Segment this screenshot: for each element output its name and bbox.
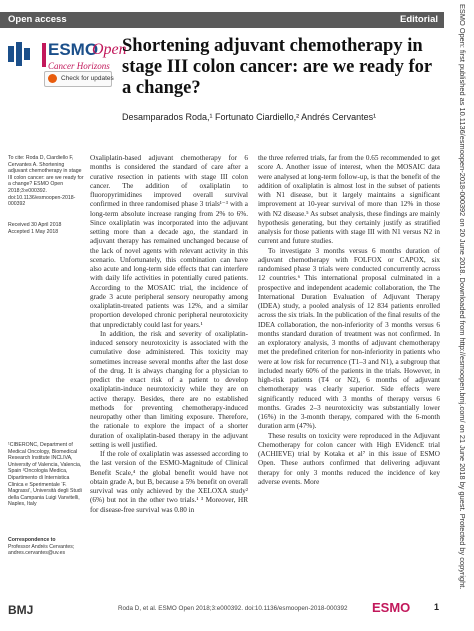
affiliations-block: ¹CIBERONC, Department of Medical Oncology, Biomedical Research Institute INCLIVA, University of Valencia, Valencia, Spain ²Oncologia Medica, Dipartimento di Internistica Clinica e Sperimentale ‘F. Magrassi’, Università degli Studi della Campania Luigi Vanvitelli, Naples, Italy <box>8 442 82 508</box>
vertical-download-note <box>449 0 471 631</box>
article-type-label: Editorial <box>399 14 438 25</box>
logo-subtitle: Cancer Horizons <box>48 61 110 71</box>
paragraph: To investigate 3 months versus 6 months duration of adjuvant chemotherapy with FOLFOX or CAPOX, six randomised phase 3 trials were conducted concurrently across 12 countries.⁶ This international proposal culminated in a prospective and independent academic collaboration, the The International Duration Evaluation of Adjuvant Therapy (IDEA) study, a pooled analysis of 12 834 patients enrolled across the six trials. In the publication of the final results of the IDEA collaboration, the non-inferiority of 3 months versus 6 months standard duration of treatment was not confirmed. In an exploratory analysis, 3 months of adjuvant chemotherapy met the predefined criterion for non-inferiority in patients who were at low risk for recurrence (T1–3 and N1), a subgroup that included nearly 60% of the patients in the trials. However, in high-risk patients (T4 or N2), 6 months of adjuvant chemotherapy was clearly superior. Side effects were significantly reduced with 3 months of therapy versus 6 months. Grades 2–3 neurotoxicity was substantially lower (16%) in the 3-month therapy, compared with the 6-month duration arm (47%). <box>258 246 440 431</box>
body-column-left <box>90 154 248 515</box>
dates-block <box>8 222 84 235</box>
article-title: Shortening adjuvant chemotherapy in stage III colon cancer: are we ready for a change? <box>122 36 432 98</box>
correspondence-heading: Correspondence to <box>8 537 56 543</box>
author-list: Desamparados Roda,¹ Fortunato Ciardiello,² Andrés Cervantes¹ <box>122 112 377 122</box>
body-column-right <box>258 154 440 487</box>
page-number: 1 <box>434 602 440 612</box>
correspondence-text: Professor Andrés Cervantes; andres.cervantes@uv.es <box>8 543 75 557</box>
received-date: Received 30 April 2018 <box>8 222 62 228</box>
paragraph: Oxaliplatin-based adjuvant chemotherapy for 6 months is considered the standard of care after a curative resection in patients with stage III colon cancer. The addition of oxaliplatin to fluoropyrimidines improved overall survival confirmed in three randomised phase 3 trials¹⁻³ with a long-term absolute increase ranging from 2% to 6%. Since oxaliplatin was incorporated into the adjuvant setting more than a decade ago, the standard in adjuvant therapy has remained unchanged because of the lack of novel agents with relevant activity in this scenario. Unfortunately, this combination can have also acute and long-term side effects that can interfere with daily life activities in potentially cured patients. According to the MOSAIC trial, the incidence of grade 3 acute peripheral sensory neuropathy among oxaliplatin-treated patients was 12%, and a similar proportion developed chronic peripheral neurotoxicity that unpredictably could last for years.¹ <box>90 154 248 329</box>
esmo-logo-icon <box>8 42 38 66</box>
paragraph: the three referred trials, far from the 0.65 recommended to get score A. Another issue of interest, when the MOSAIC data were analysed at long-term follow-up, is that the benefit of the addition of oxaliplatin is almost lost in the subset of patients with N1 disease, but it largely maintains a significant improvement at 10-year survival of more than 12% in those with N2 disease.⁵ As subset analysis, these findings are mainly hypothesis generating, but they certainly justify as stratified analysis for those patients with stage III with N1 versus N2 in current and future studies. <box>258 154 440 246</box>
paragraph: In addition, the risk and severity of oxaliplatin-induced sensory neurotoxicity is associated with the cumulative dose administered. This toxicity may sometimes increase several months after the last dose of the drug. It is always changing for a physician to predict the exact risk of a patient to develop oxaliplatin-induce neurotoxicity while they are on active therapy. Besides, there are no established methods for preventing chemotherapy-induced neuropathy other than limiting exposure. Therefore, the rationale to explore the impact of a shorter duration of oxaliplatin-based therapy in the adjuvant setting is well justified. <box>90 329 248 449</box>
check-updates-label: Check for updates <box>61 75 114 82</box>
page-footer <box>0 593 444 631</box>
journal-header-bar <box>0 12 444 28</box>
bmj-logo: BMJ <box>8 603 34 617</box>
footer-esmo-text: ESMO <box>372 600 411 615</box>
paragraph: If the role of oxaliplatin was assessed according to the last version of the ESMO-Magnitude of Clinical Benefit Scale,⁴ the global benefit would have not obtain grade A, but B, because a 5% benefit on overall survival was only achieved by the XELOXA study² (6%) but not in the other two trials.¹ ³ Moreover, HR for disease-free survival was 0.80 in <box>90 450 248 514</box>
correspondence-block <box>8 537 84 557</box>
footer-esmo-logo <box>372 600 410 615</box>
paragraph: These results on toxicity were reproduced in the Adjuvant Chemotherapy for colon cancer with High EVidencE trial (ACHIEVE) trial by Kotaka et al⁷ in this issue of ESMO Open. These authors confirmed that delivering adjuvant therapy for only 3 months reduced the incidence of key adverse events. More <box>258 431 440 486</box>
citation-block: To cite: Roda D, Ciardiello F, Cervantes A. Shortening adjuvant chemotherapy in stage III colon cancer: are we ready for a change? ESMO Open 2018;3:e000392. doi:10.1136/esmoopen-2018-000392 <box>8 155 84 208</box>
logo-open-text: Open <box>92 41 127 58</box>
check-for-updates-button[interactable] <box>44 71 112 87</box>
logo-esmo-text: ESMO <box>48 40 99 59</box>
footer-citation: Roda D, et al. ESMO Open 2018;3:e000392. doi:10.1136/esmoopen-2018-000392 <box>118 605 348 612</box>
update-badge-icon <box>48 74 57 83</box>
vertical-note-text: ESMO Open: first published as 10.1136/esmoopen-2018-000392 on 20 June 2018. Downloaded from http://esmoopen.bmj.com/ on 21 June 2018 by guest. Protected by copyright. <box>458 4 467 590</box>
logo-divider <box>42 43 46 67</box>
accepted-date: Accepted 1 May 2018 <box>8 228 59 235</box>
open-access-label: Open access <box>8 14 67 25</box>
